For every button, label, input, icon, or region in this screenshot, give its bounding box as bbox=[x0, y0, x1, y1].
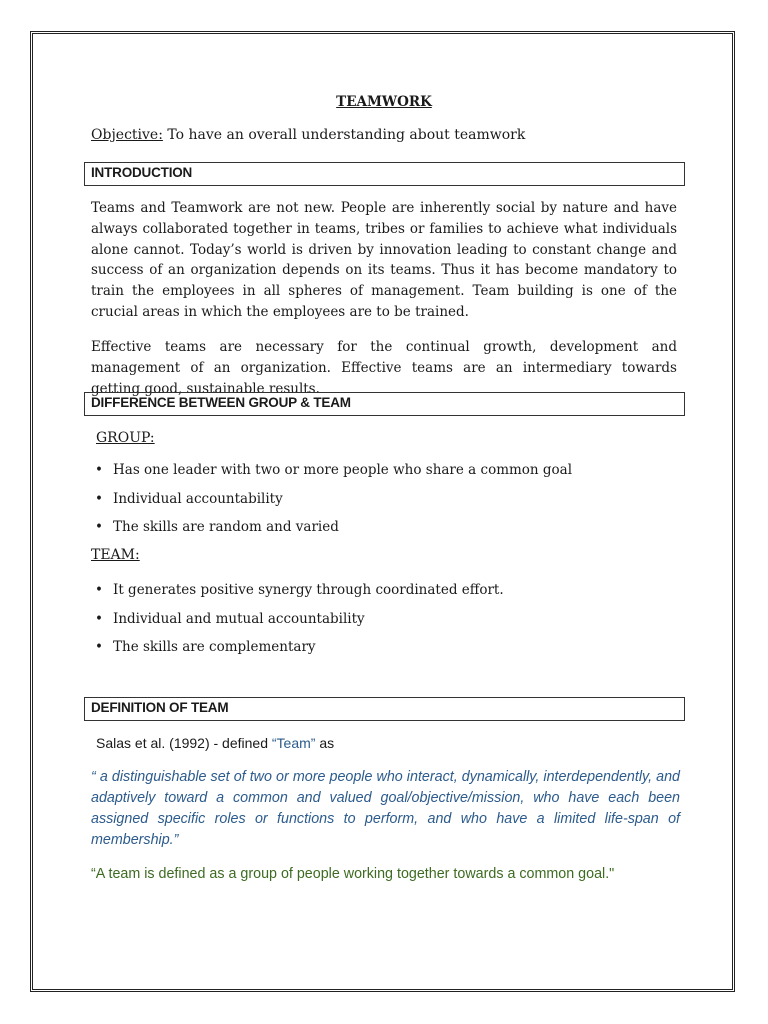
group-list bbox=[91, 461, 572, 547]
list-item: • It generates positive synergy through coordinated effort. bbox=[91, 581, 504, 610]
objective-text: To have an overall understanding about teamwork bbox=[162, 127, 526, 143]
intro-paragraph-1: Teams and Teamwork are not new. People are inherently social by nature and have always collaborated together in teams, tribes or families to achieve what individuals alone cannot. Today’s world is driven by innovation leading to constant change and success of an organization depends on its teams. Thus it has become mandatory to train the employees in all spheres of management. Team building is one of the crucial areas in which the employees are to be trained. bbox=[91, 200, 677, 320]
list-item: • The skills are complementary bbox=[91, 638, 504, 667]
group-heading: GROUP: bbox=[96, 430, 155, 446]
intro-paragraph-2: Effective teams are necessary for the continual growth, development and management of an organization. Effective teams are an intermediary towards getting good, sustainable results. bbox=[91, 339, 677, 397]
objective-line bbox=[91, 127, 525, 143]
team-list bbox=[91, 581, 504, 667]
section-header-definition: DEFINITION OF TEAM bbox=[84, 697, 685, 721]
objective-label: Objective: bbox=[91, 127, 163, 143]
citation-suffix: as bbox=[315, 735, 335, 751]
section-header-introduction: INTRODUCTION bbox=[84, 162, 685, 186]
list-item: • Has one leader with two or more people who share a common goal bbox=[91, 461, 572, 490]
list-item: • The skills are random and varied bbox=[91, 518, 572, 547]
document-title: TEAMWORK bbox=[336, 94, 432, 110]
citation-prefix: Salas et al. (1992) - defined bbox=[96, 735, 272, 751]
simple-definition: “A team is defined as a group of people working together towards a common goal." bbox=[91, 866, 615, 882]
section-header-difference: DIFFERENCE BETWEEN GROUP & TEAM bbox=[84, 392, 685, 416]
citation-line bbox=[96, 735, 334, 751]
definition-quote: “ a distinguishable set of two or more people who interact, dynamically, interdependently, and adaptively toward a common and valued goal/objective/mission, who have each been assigned specific roles or functions to perform, and who have a limited life-span of membership.” bbox=[91, 769, 680, 848]
team-heading: TEAM: bbox=[91, 547, 140, 563]
list-item: • Individual accountability bbox=[91, 490, 572, 519]
list-item: • Individual and mutual accountability bbox=[91, 610, 504, 639]
citation-term: “Team” bbox=[271, 735, 316, 751]
